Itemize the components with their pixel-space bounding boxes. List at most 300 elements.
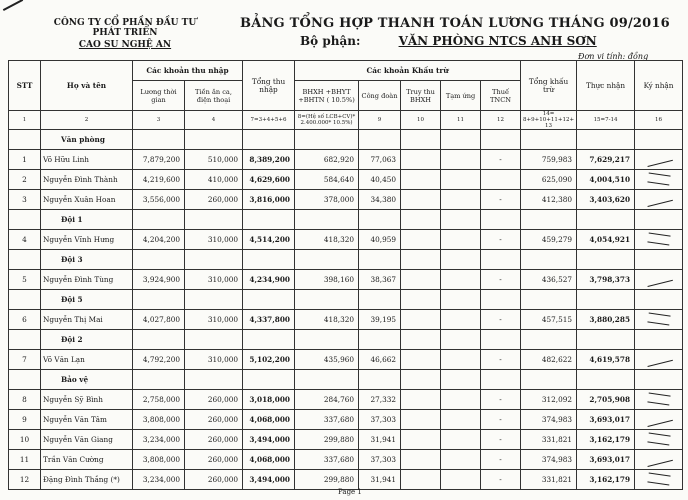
cell-net: 4,004,510	[577, 170, 635, 190]
cell-meal: 260,000	[185, 470, 243, 490]
cell-name: Nguyễn Đình Tùng	[41, 270, 133, 290]
signature-cell	[635, 230, 683, 250]
col-union: Công đoàn	[359, 81, 401, 111]
group-stt-cell	[9, 330, 41, 350]
cell-back	[401, 310, 441, 330]
cell-stt: 9	[9, 410, 41, 430]
signature-cell	[635, 310, 683, 330]
group-label: Đội 2	[41, 330, 133, 350]
cell-adv	[441, 430, 481, 450]
cell-salary: 2,758,000	[133, 390, 185, 410]
cell-salary: 4,792,200	[133, 350, 185, 370]
col-total-income: Tổng thu nhập	[243, 61, 295, 111]
cell-back	[401, 150, 441, 170]
cell-ins: 337,680	[295, 450, 359, 470]
table-row	[9, 430, 683, 450]
signature-mark	[647, 312, 670, 325]
empty-cell	[577, 330, 635, 350]
cell-deduct: 374,983	[521, 450, 577, 470]
table-row	[9, 270, 683, 290]
signature-mark	[645, 410, 673, 427]
table-row	[9, 350, 683, 370]
col-income-group: Các khoản thu nhập	[133, 61, 243, 81]
cell-total: 4,068,000	[243, 450, 295, 470]
empty-cell	[243, 210, 295, 230]
cell-tax: -	[481, 150, 521, 170]
signature-mark	[645, 450, 673, 467]
table-row	[9, 470, 683, 490]
empty-cell	[577, 290, 635, 310]
column-number: 14= 8+9+10+11+12+ 13	[521, 111, 577, 130]
empty-cell	[295, 250, 359, 270]
cell-adv	[441, 450, 481, 470]
cell-salary: 3,808,000	[133, 410, 185, 430]
cell-adv	[441, 190, 481, 210]
cell-deduct: 459,279	[521, 230, 577, 250]
table-row	[9, 410, 683, 430]
cell-total: 4,337,800	[243, 310, 295, 330]
cell-net: 4,619,578	[577, 350, 635, 370]
cell-back	[401, 450, 441, 470]
cell-union: 46,662	[359, 350, 401, 370]
empty-cell	[359, 370, 401, 390]
cell-meal: 310,000	[185, 270, 243, 290]
cell-adv	[441, 310, 481, 330]
cell-salary: 3,924,900	[133, 270, 185, 290]
cell-back	[401, 170, 441, 190]
cell-tax: -	[481, 390, 521, 410]
cell-tax: -	[481, 230, 521, 250]
cell-union: 40,959	[359, 230, 401, 250]
cell-name: Nguyễn Đình Thành	[41, 170, 133, 190]
empty-cell	[521, 370, 577, 390]
signature-mark	[645, 150, 673, 167]
empty-cell	[359, 130, 401, 150]
cell-tax: -	[481, 430, 521, 450]
cell-name: Võ Văn Lạn	[41, 350, 133, 370]
column-number: 7=3+4+5+6	[243, 111, 295, 130]
cell-total: 3,494,000	[243, 470, 295, 490]
empty-cell	[295, 370, 359, 390]
table-row	[9, 230, 683, 250]
cell-ins: 418,320	[295, 310, 359, 330]
empty-cell	[521, 210, 577, 230]
cell-stt: 12	[9, 470, 41, 490]
group-row	[9, 250, 683, 270]
signature-mark	[647, 392, 670, 405]
group-label: Bảo vệ	[41, 370, 133, 390]
col-salary: Lương thời gian	[133, 81, 185, 111]
group-label: Văn phòng	[41, 130, 133, 150]
cell-salary: 4,219,600	[133, 170, 185, 190]
col-net: Thực nhận	[577, 61, 635, 111]
empty-cell	[635, 130, 683, 150]
cell-back	[401, 390, 441, 410]
cell-back	[401, 230, 441, 250]
cell-net: 3,693,017	[577, 410, 635, 430]
signature-mark	[645, 350, 673, 367]
empty-cell	[401, 290, 441, 310]
column-number: 9	[359, 111, 401, 130]
cell-union: 31,941	[359, 430, 401, 450]
cell-name: Nguyễn Văn Tâm	[41, 410, 133, 430]
empty-cell	[635, 370, 683, 390]
group-row	[9, 210, 683, 230]
empty-cell	[481, 330, 521, 350]
signature-mark	[645, 270, 673, 287]
empty-cell	[243, 370, 295, 390]
cell-ins: 284,760	[295, 390, 359, 410]
cell-net: 3,693,017	[577, 450, 635, 470]
cell-meal: 260,000	[185, 430, 243, 450]
cell-ins: 299,880	[295, 430, 359, 450]
cell-back	[401, 470, 441, 490]
page-number: Page 1	[338, 488, 362, 496]
empty-cell	[577, 130, 635, 150]
empty-cell	[441, 250, 481, 270]
empty-cell	[401, 330, 441, 350]
cell-ins: 435,960	[295, 350, 359, 370]
cell-name: Nguyễn Thị Mai	[41, 310, 133, 330]
cell-deduct: 625,090	[521, 170, 577, 190]
group-stt-cell	[9, 370, 41, 390]
column-number: 11	[441, 111, 481, 130]
group-label: Đội 1	[41, 210, 133, 230]
empty-cell	[635, 290, 683, 310]
cell-total: 4,514,200	[243, 230, 295, 250]
cell-tax: -	[481, 410, 521, 430]
column-number: 10	[401, 111, 441, 130]
table-row	[9, 170, 683, 190]
cell-adv	[441, 350, 481, 370]
group-row	[9, 370, 683, 390]
cell-meal: 510,000	[185, 150, 243, 170]
cell-adv	[441, 410, 481, 430]
cell-deduct: 436,527	[521, 270, 577, 290]
table-row	[9, 150, 683, 170]
cell-adv	[441, 390, 481, 410]
cell-stt: 4	[9, 230, 41, 250]
cell-ins: 682,920	[295, 150, 359, 170]
cell-back	[401, 430, 441, 450]
cell-ins: 299,880	[295, 470, 359, 490]
empty-cell	[185, 330, 243, 350]
cell-deduct: 312,092	[521, 390, 577, 410]
signature-mark	[647, 232, 670, 245]
cell-back	[401, 350, 441, 370]
column-number-row	[9, 111, 683, 130]
group-row	[9, 290, 683, 310]
col-insurance: BHXH +BHYT +BHTN ( 10.5%)	[295, 81, 359, 111]
col-deduct-group: Các khoản Khấu trừ	[295, 61, 521, 81]
pen-mark	[3, 0, 23, 11]
cell-stt: 11	[9, 450, 41, 470]
cell-union: 77,063	[359, 150, 401, 170]
cell-adv	[441, 270, 481, 290]
cell-net: 3,162,179	[577, 470, 635, 490]
cell-name: Nguyễn Vĩnh Hưng	[41, 230, 133, 250]
cell-meal: 260,000	[185, 190, 243, 210]
cell-back	[401, 410, 441, 430]
empty-cell	[133, 290, 185, 310]
group-label: Đội 3	[41, 250, 133, 270]
signature-cell	[635, 450, 683, 470]
empty-cell	[185, 210, 243, 230]
cell-stt: 10	[9, 430, 41, 450]
column-number: 2	[41, 111, 133, 130]
group-row	[9, 130, 683, 150]
empty-cell	[133, 250, 185, 270]
cell-stt: 1	[9, 150, 41, 170]
group-stt-cell	[9, 130, 41, 150]
cell-deduct: 331,821	[521, 430, 577, 450]
column-number: 4	[185, 111, 243, 130]
cell-salary: 3,234,000	[133, 470, 185, 490]
column-number: 15=7-14	[577, 111, 635, 130]
table-row	[9, 310, 683, 330]
cell-salary: 3,234,000	[133, 430, 185, 450]
cell-net: 3,403,620	[577, 190, 635, 210]
column-number: 16	[635, 111, 683, 130]
cell-salary: 4,204,200	[133, 230, 185, 250]
cell-adv	[441, 150, 481, 170]
table-row	[9, 390, 683, 410]
payroll-table	[8, 60, 683, 490]
empty-cell	[243, 330, 295, 350]
cell-salary: 3,556,000	[133, 190, 185, 210]
cell-tax: -	[481, 190, 521, 210]
table-row	[9, 190, 683, 210]
empty-cell	[521, 250, 577, 270]
cell-total: 4,068,000	[243, 410, 295, 430]
group-stt-cell	[9, 290, 41, 310]
cell-stt: 6	[9, 310, 41, 330]
cell-name: Trần Văn Cường	[41, 450, 133, 470]
cell-salary: 4,027,800	[133, 310, 185, 330]
cell-union: 27,332	[359, 390, 401, 410]
empty-cell	[577, 250, 635, 270]
cell-ins: 378,000	[295, 190, 359, 210]
empty-cell	[401, 250, 441, 270]
column-number: 8=(Hệ số LCB+CV)* 2.400.000* 10.5%)	[295, 111, 359, 130]
empty-cell	[295, 210, 359, 230]
cell-meal: 260,000	[185, 450, 243, 470]
cell-union: 37,303	[359, 410, 401, 430]
cell-net: 3,162,179	[577, 430, 635, 450]
cell-meal: 260,000	[185, 390, 243, 410]
empty-cell	[441, 130, 481, 150]
column-number: 3	[133, 111, 185, 130]
signature-mark	[645, 190, 673, 207]
cell-deduct: 331,821	[521, 470, 577, 490]
cell-total: 3,494,000	[243, 430, 295, 450]
signature-cell	[635, 390, 683, 410]
cell-meal: 260,000	[185, 410, 243, 430]
cell-union: 31,941	[359, 470, 401, 490]
col-tax: Thuế TNCN	[481, 81, 521, 111]
signature-cell	[635, 470, 683, 490]
col-bhxh-back: Truy thu BHXH	[401, 81, 441, 111]
empty-cell	[243, 250, 295, 270]
empty-cell	[359, 250, 401, 270]
signature-cell	[635, 430, 683, 450]
col-total-deduct: Tổng khấu trừ	[521, 61, 577, 111]
cell-name: Nguyễn Xuân Hoan	[41, 190, 133, 210]
cell-deduct: 482,622	[521, 350, 577, 370]
cell-net: 3,798,373	[577, 270, 635, 290]
signature-mark	[647, 432, 670, 445]
signature-cell	[635, 190, 683, 210]
empty-cell	[185, 130, 243, 150]
department-value: VĂN PHÒNG NTCS ANH SƠN	[398, 34, 597, 48]
empty-cell	[359, 210, 401, 230]
group-stt-cell	[9, 210, 41, 230]
cell-adv	[441, 470, 481, 490]
col-stt: STT	[9, 61, 41, 111]
empty-cell	[441, 290, 481, 310]
cell-deduct: 374,983	[521, 410, 577, 430]
cell-stt: 5	[9, 270, 41, 290]
column-number: 1	[9, 111, 41, 130]
empty-cell	[635, 330, 683, 350]
cell-adv	[441, 170, 481, 190]
cell-deduct: 457,515	[521, 310, 577, 330]
group-row	[9, 330, 683, 350]
cell-name: Đặng Đình Thắng (*)	[41, 470, 133, 490]
empty-cell	[441, 370, 481, 390]
cell-total: 3,018,000	[243, 390, 295, 410]
empty-cell	[521, 130, 577, 150]
cell-union: 34,380	[359, 190, 401, 210]
cell-ins: 418,320	[295, 230, 359, 250]
company-header	[40, 18, 210, 50]
cell-net: 4,054,921	[577, 230, 635, 250]
cell-ins: 584,640	[295, 170, 359, 190]
cell-tax: -	[481, 310, 521, 330]
empty-cell	[481, 250, 521, 270]
cell-meal: 310,000	[185, 230, 243, 250]
cell-back	[401, 190, 441, 210]
cell-stt: 7	[9, 350, 41, 370]
empty-cell	[401, 370, 441, 390]
cell-tax	[481, 170, 521, 190]
empty-cell	[133, 130, 185, 150]
cell-meal: 310,000	[185, 350, 243, 370]
cell-union: 40,450	[359, 170, 401, 190]
company-name-line1: CÔNG TY CỔ PHẦN ĐẦU TƯ PHÁT TRIỂN	[53, 18, 197, 38]
department-label: Bộ phận:	[300, 34, 361, 48]
cell-net: 2,705,908	[577, 390, 635, 410]
col-name: Họ và tên	[41, 61, 133, 111]
signature-mark	[647, 472, 670, 485]
company-name-line2: CAO SU NGHỆ AN	[78, 40, 172, 50]
empty-cell	[243, 130, 295, 150]
col-advance: Tạm ứng	[441, 81, 481, 111]
document-title: BẢNG TỔNG HỢP THANH TOÁN LƯƠNG THÁNG 09/2016	[240, 16, 670, 31]
cell-tax: -	[481, 450, 521, 470]
cell-tax: -	[481, 350, 521, 370]
cell-name: Nguyễn Sỹ Bình	[41, 390, 133, 410]
cell-salary: 7,879,200	[133, 150, 185, 170]
column-number: 12	[481, 111, 521, 130]
empty-cell	[481, 210, 521, 230]
cell-deduct: 759,983	[521, 150, 577, 170]
empty-cell	[185, 250, 243, 270]
empty-cell	[295, 290, 359, 310]
cell-net: 7,629,217	[577, 150, 635, 170]
cell-net: 3,880,285	[577, 310, 635, 330]
cell-union: 37,303	[359, 450, 401, 470]
signature-cell	[635, 170, 683, 190]
empty-cell	[441, 330, 481, 350]
empty-cell	[401, 130, 441, 150]
empty-cell	[441, 210, 481, 230]
empty-cell	[359, 290, 401, 310]
empty-cell	[481, 290, 521, 310]
cell-ins: 398,160	[295, 270, 359, 290]
cell-adv	[441, 230, 481, 250]
cell-total: 3,816,000	[243, 190, 295, 210]
empty-cell	[401, 210, 441, 230]
cell-name: Nguyễn Văn Giang	[41, 430, 133, 450]
signature-cell	[635, 410, 683, 430]
cell-stt: 8	[9, 390, 41, 410]
department-line	[300, 34, 597, 48]
cell-meal: 310,000	[185, 310, 243, 330]
cell-union: 39,195	[359, 310, 401, 330]
empty-cell	[295, 130, 359, 150]
signature-cell	[635, 270, 683, 290]
signature-cell	[635, 350, 683, 370]
cell-name: Võ Hữu Linh	[41, 150, 133, 170]
signature-mark	[647, 172, 670, 185]
cell-tax: -	[481, 270, 521, 290]
cell-stt: 2	[9, 170, 41, 190]
empty-cell	[133, 370, 185, 390]
cell-meal: 410,000	[185, 170, 243, 190]
cell-total: 4,234,900	[243, 270, 295, 290]
empty-cell	[577, 210, 635, 230]
empty-cell	[185, 370, 243, 390]
cell-tax: -	[481, 470, 521, 490]
group-label: Đội 5	[41, 290, 133, 310]
empty-cell	[133, 210, 185, 230]
col-sign: Ký nhận	[635, 61, 683, 111]
group-stt-cell	[9, 250, 41, 270]
cell-stt: 3	[9, 190, 41, 210]
cell-ins: 337,680	[295, 410, 359, 430]
empty-cell	[133, 330, 185, 350]
cell-total: 5,102,200	[243, 350, 295, 370]
table-row	[9, 450, 683, 470]
empty-cell	[481, 370, 521, 390]
cell-total: 8,389,200	[243, 150, 295, 170]
empty-cell	[481, 130, 521, 150]
empty-cell	[185, 290, 243, 310]
signature-cell	[635, 150, 683, 170]
cell-union: 38,367	[359, 270, 401, 290]
empty-cell	[359, 330, 401, 350]
cell-total: 4,629,600	[243, 170, 295, 190]
empty-cell	[521, 290, 577, 310]
empty-cell	[635, 210, 683, 230]
empty-cell	[577, 370, 635, 390]
cell-back	[401, 270, 441, 290]
currency-unit: Đơn vị tính: đồng	[578, 52, 649, 61]
empty-cell	[295, 330, 359, 350]
empty-cell	[635, 250, 683, 270]
empty-cell	[521, 330, 577, 350]
